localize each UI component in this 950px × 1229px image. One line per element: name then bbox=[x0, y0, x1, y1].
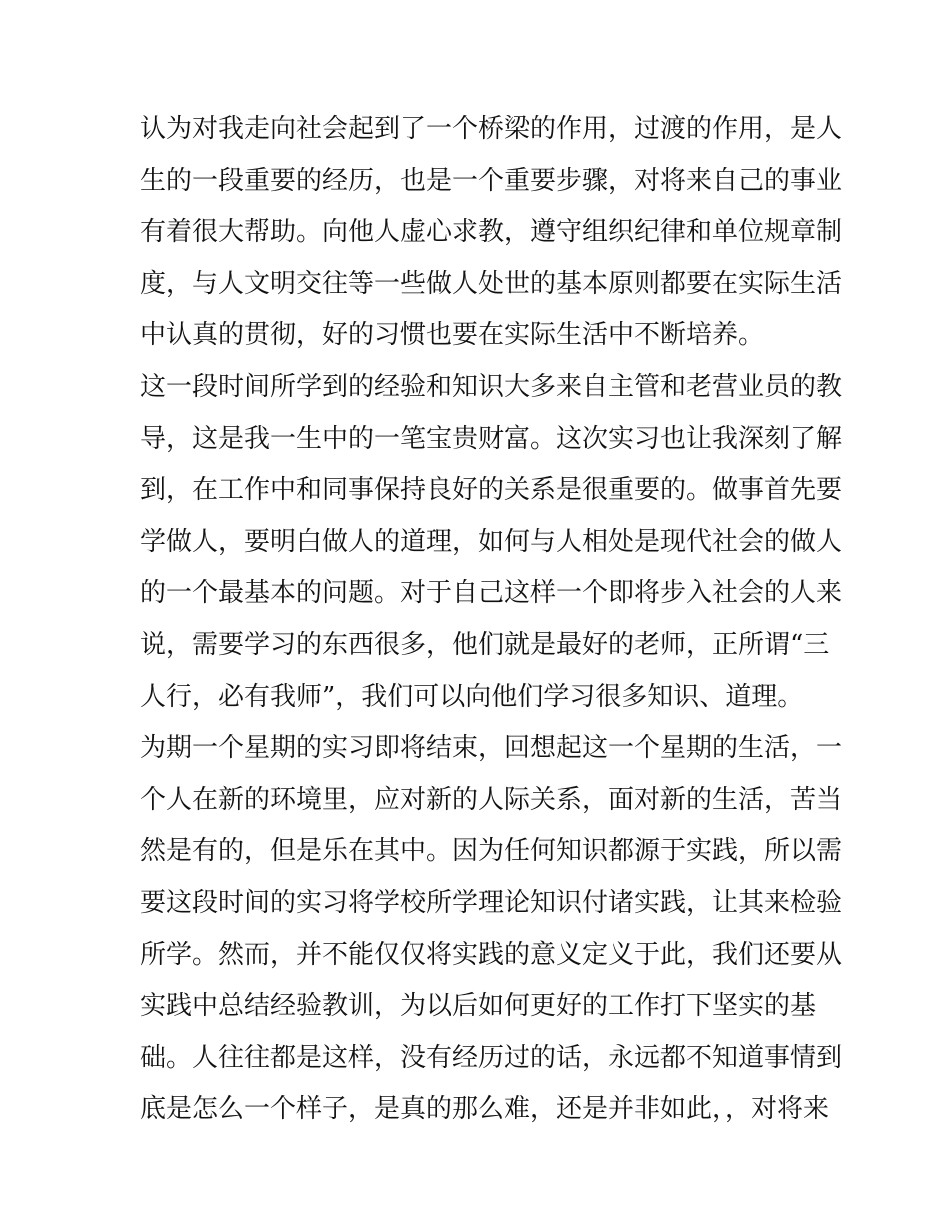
text-line: 个人在新的环境里，应对新的人际关系，面对新的生活，苦当 bbox=[140, 784, 843, 815]
text-line: 要这段时间的实习将学校所学理论知识付诸实践，让其来检验 bbox=[140, 887, 843, 918]
text-line: 这一段时间所学到的经验和知识大多来自主管和老营业员的教 bbox=[140, 371, 843, 402]
text-line: 然是有的，但是乐在其中。因为任何知识都源于实践，所以需 bbox=[140, 836, 843, 867]
text-line: 到，在工作中和同事保持良好的关系是很重要的。做事首先要 bbox=[140, 475, 843, 506]
text-line: 中认真的贯彻，好的习惯也要在实际生活中不断培养。 bbox=[140, 320, 765, 351]
text-line: 础。人往往都是这样，没有经历过的话，永远都不知道事情到 bbox=[140, 1042, 843, 1073]
text-line: 导，这是我一生中的一笔宝贵财富。这次实习也让我深刻了解 bbox=[140, 423, 843, 454]
text-line: 度，与人文明交往等一些做人处世的基本原则都要在实际生活 bbox=[140, 268, 843, 299]
text-line: 的一个最基本的问题。对于自己这样一个即将步入社会的人来 bbox=[140, 578, 843, 609]
text-line: 生的一段重要的经历，也是一个重要步骤，对将来自己的事业 bbox=[140, 165, 843, 196]
text-line: 人行，必有我师”，我们可以向他们学习很多知识、道理。 bbox=[140, 681, 804, 712]
text-line: 底是怎么一个样子，是真的那么难，还是并非如此，，对将来 bbox=[140, 1094, 830, 1125]
document-body bbox=[140, 104, 843, 1136]
text-line: 认为对我走向社会起到了一个桥梁的作用，过渡的作用，是人 bbox=[140, 114, 843, 144]
text-line: 学做人，要明白做人的道理，如何与人相处是现代社会的做人 bbox=[140, 526, 843, 557]
text-line: 为期一个星期的实习即将结束，回想起这一个星期的生活，一 bbox=[140, 733, 843, 764]
text-line: 所学。然而，并不能仅仅将实践的意义定义于此，我们还要从 bbox=[140, 939, 843, 970]
text-line: 实践中总结经验教训，为以后如何更好的工作打下坚实的基 bbox=[140, 991, 817, 1022]
text-line: 有着很大帮助。向他人虚心求教，遵守组织纪律和单位规章制 bbox=[140, 217, 843, 248]
text-line: 说，需要学习的东西很多，他们就是最好的老师，正所谓“三 bbox=[140, 629, 830, 660]
